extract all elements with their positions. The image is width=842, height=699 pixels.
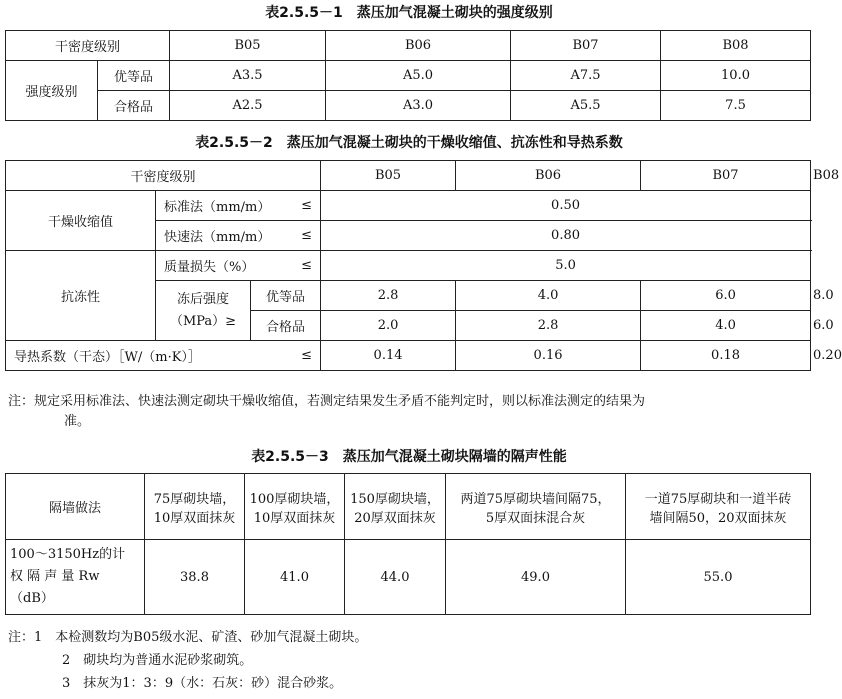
- t2-note-line2: 准。: [64, 414, 91, 429]
- t3-col: [446, 474, 626, 540]
- table1-title: 表2.5.5－1 蒸压加气混凝土砌块的强度级别: [265, 5, 553, 21]
- t2-note-line1: 注：规定采用标准法、快速法测定砌块干燥收缩值，若测定结果发生矛盾不能判定时，则以标准法测定的结果为: [8, 394, 646, 409]
- t2-cond-label: 导热系数（干态）［W/（m·K）］: [14, 350, 201, 365]
- t3-col-line: 墙间隔50，20双面抹灰: [649, 510, 787, 526]
- t2-fast-symbol: ≤: [301, 228, 313, 243]
- t2-strength-line1: 冻后强度: [176, 291, 229, 307]
- t3-col-line: 75厚砌块墙，: [153, 491, 236, 507]
- t2-strength-line2: （MPa）≥: [169, 313, 237, 329]
- t2-fast-label: 快速法（mm/m）: [164, 230, 271, 245]
- t2-cell: 6.0: [641, 281, 811, 311]
- t1-row-label: 合格品: [98, 91, 170, 121]
- t3-col-line: 10厚双面抹灰: [153, 510, 236, 526]
- t2-cell: 0.16: [456, 341, 641, 371]
- t1-col: B08: [661, 31, 811, 61]
- t2-strength-label: [156, 281, 251, 341]
- t2-std-value: 0.50: [321, 191, 811, 221]
- t2-qual-label: 合格品: [251, 311, 321, 341]
- t2-std-symbol: ≤: [301, 198, 313, 213]
- t1-col: B07: [511, 31, 661, 61]
- t1-cell: A5.0: [326, 61, 511, 91]
- table3-title: 表2.5.5－3 蒸压加气混凝土砌块隔墙的隔声性能: [251, 449, 567, 465]
- t1-header-label: 干密度级别: [6, 31, 170, 61]
- t1-cell: A5.5: [511, 91, 661, 121]
- t3-row-label-line: 100～3150Hz的计: [10, 547, 126, 562]
- table1: [5, 30, 811, 121]
- t2-std-method: [156, 191, 321, 221]
- t2-frost-label: 抗冻性: [6, 251, 156, 341]
- t2-loss-label: 质量损失（%）: [164, 260, 255, 275]
- t3-col-line: 一道75厚砌块和一道半砖: [644, 491, 792, 507]
- t1-row-label: 优等品: [98, 61, 170, 91]
- t3-col-line: 20厚双面抹灰: [354, 510, 436, 526]
- t2-col: B07: [641, 161, 811, 191]
- t2-shrink-label: 干燥收缩值: [6, 191, 156, 251]
- t1-cell: A3.0: [326, 91, 511, 121]
- t3-cell: 44.0: [345, 540, 446, 615]
- t2-col: B06: [456, 161, 641, 191]
- t2-note: [8, 392, 813, 432]
- t2-cell: 0.14: [321, 341, 456, 371]
- t2-col: B05: [321, 161, 456, 191]
- t1-cell: A7.5: [511, 61, 661, 91]
- t3-col: [145, 474, 245, 540]
- t2-std-label: 标准法（mm/m）: [164, 200, 271, 215]
- t1-cell: 10.0: [661, 61, 811, 91]
- t3-notes: [8, 626, 813, 695]
- t3-row-label-line: （dB）: [10, 591, 54, 606]
- t3-cell: 38.8: [145, 540, 245, 615]
- t1-col: B06: [326, 31, 511, 61]
- t2-cond-symbol: ≤: [301, 348, 313, 363]
- t2-loss-symbol: ≤: [301, 258, 313, 273]
- t2-cell: 2.0: [321, 311, 456, 341]
- t3-row-label-line: 权 隔 声 量 Rw: [10, 569, 100, 584]
- t3-cell: 41.0: [245, 540, 345, 615]
- t3-col-line: 两道75厚砌块墙间隔75，: [460, 491, 611, 507]
- t2-cell: 0.18: [641, 341, 811, 371]
- t1-group-label: 强度级别: [6, 61, 98, 121]
- t1-cell: A3.5: [170, 61, 326, 91]
- t2-loss: [156, 251, 321, 281]
- t2-header-label: 干密度级别: [6, 161, 321, 191]
- t3-col: [626, 474, 811, 540]
- t2-cell: 4.0: [456, 281, 641, 311]
- t3-header-label: 隔墙做法: [6, 474, 145, 540]
- t3-cell: 55.0: [626, 540, 811, 615]
- t3-col: [345, 474, 446, 540]
- t1-cell: A2.5: [170, 91, 326, 121]
- t2-fast-method: [156, 221, 321, 251]
- t3-cell: 49.0: [446, 540, 626, 615]
- t3-note-line: 2 砌块均为普通水泥砂浆砌筑。: [62, 653, 253, 668]
- t3-col-line: 150厚砌块墙，: [350, 491, 440, 507]
- table2: 干密度级别 B05 B06 B07 B08 干燥收缩值 标准法（mm/m） ≤ 0.50 快速法（mm/m） ≤ 0.80 抗冻性 质量损失（%） ≤ 5.0 冻后强度 （MPa）≥ 优等品 2.8 4.0 6.0 8.0 合格品 2.0 2.8 4.0 6.0 导热系数（干态）［W/（m·K）］ ≤ 0.14 0.16 0.18 0.20: [5, 160, 811, 371]
- t3-col-line: 5厚双面抹混合灰: [485, 510, 586, 526]
- t2-sup-label: 优等品: [251, 281, 321, 311]
- t2-cell: 2.8: [456, 311, 641, 341]
- t1-cell: 7.5: [661, 91, 811, 121]
- t3-col-line: 10厚双面抹灰: [253, 510, 336, 526]
- t3-col: [245, 474, 345, 540]
- t2-cell: 4.0: [641, 311, 811, 341]
- t3-col-line: 100厚砌块墙，: [249, 491, 340, 507]
- table2-title: 表2.5.5－2 蒸压加气混凝土砌块的干燥收缩值、抗冻性和导热系数: [195, 135, 623, 151]
- t1-col: B05: [170, 31, 326, 61]
- t2-cell: 2.8: [321, 281, 456, 311]
- t2-loss-value: 5.0: [321, 251, 811, 281]
- t3-row-label: [6, 540, 145, 615]
- t2-fast-value: 0.80: [321, 221, 811, 251]
- t3-note-line: 注：1 本检测数均为B05级水泥、矿渣、砂加气混凝土砌块。: [8, 630, 368, 645]
- t2-cond: [6, 341, 321, 371]
- t3-note-line: 3 抹灰为1：3：9（水：石灰：砂）混合砂浆。: [62, 676, 343, 691]
- table3: [5, 473, 811, 615]
